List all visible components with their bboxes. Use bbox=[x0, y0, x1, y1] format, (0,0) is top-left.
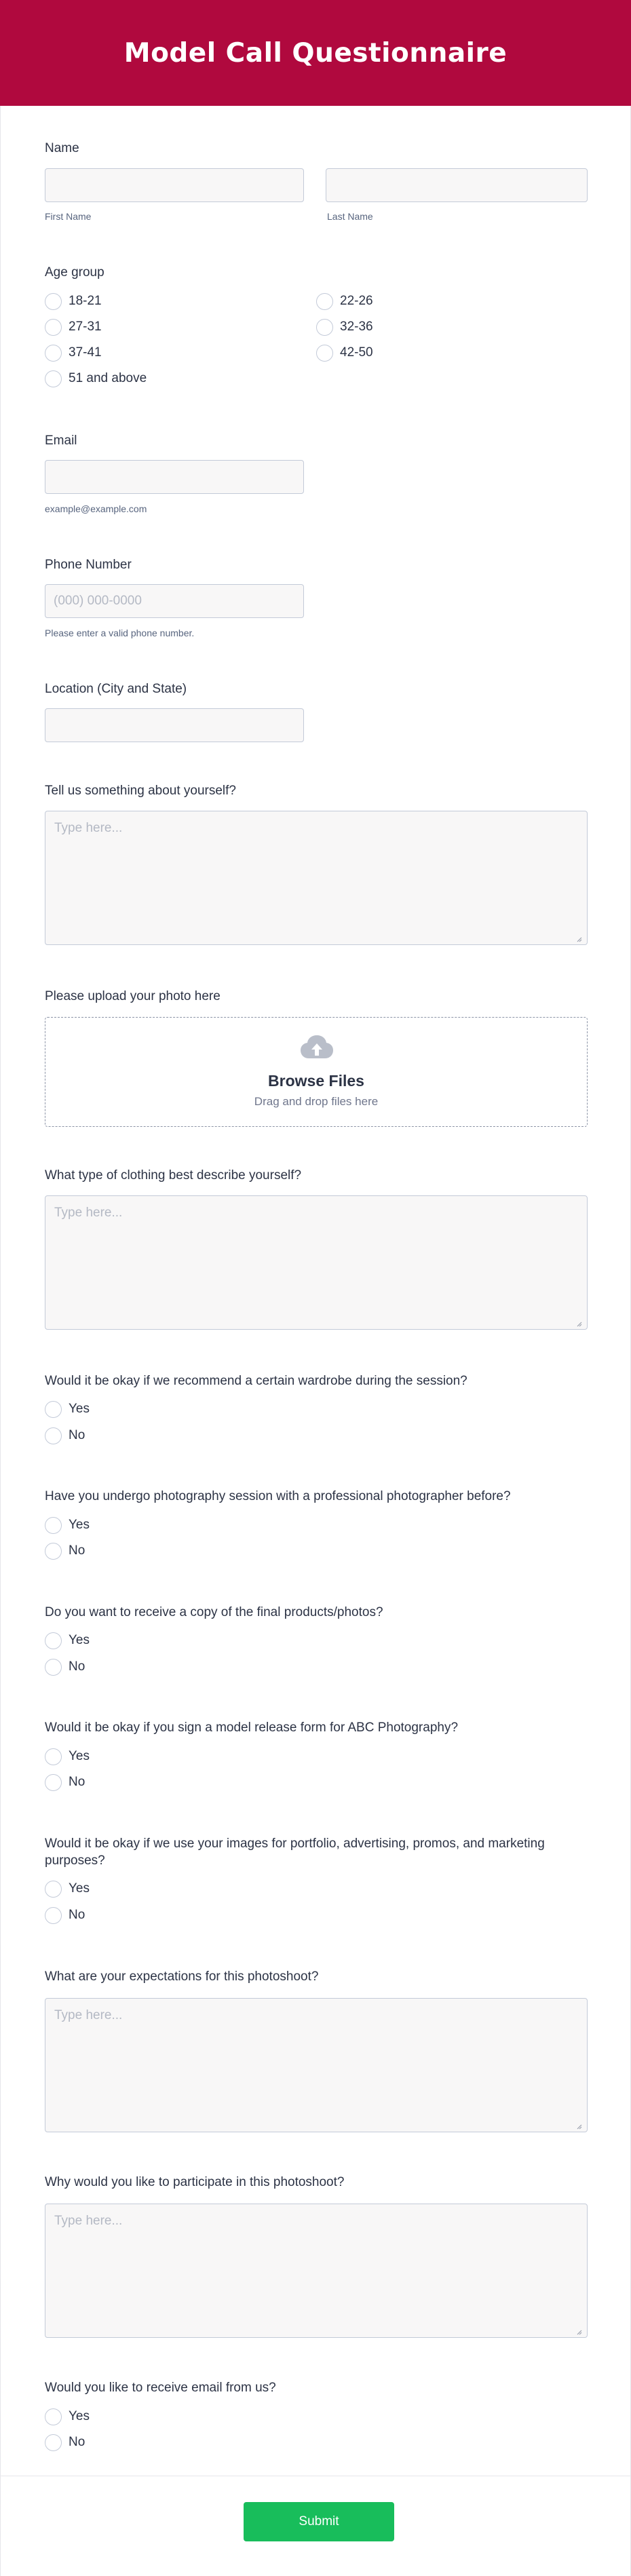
wardrobe-option-yes[interactable] bbox=[45, 1400, 90, 1418]
radio-label: Yes bbox=[69, 1402, 90, 1416]
file-upload-dropzone[interactable] bbox=[45, 1017, 588, 1127]
age-group-label: Age group bbox=[45, 265, 104, 280]
upload-label: Please upload your photo here bbox=[45, 989, 221, 1003]
clothing-textarea[interactable] bbox=[45, 1195, 588, 1330]
location-input[interactable] bbox=[45, 708, 304, 742]
email-sublabel: example@example.com bbox=[45, 503, 147, 514]
email-label: Email bbox=[45, 434, 77, 448]
radio-label: Yes bbox=[69, 2409, 90, 2423]
wardrobe-option-no[interactable] bbox=[45, 1427, 85, 1444]
radio-circle[interactable] bbox=[45, 1748, 62, 1765]
radio-label: 42-50 bbox=[340, 345, 373, 360]
radio-circle[interactable] bbox=[45, 1774, 62, 1791]
radio-circle[interactable] bbox=[45, 1427, 62, 1444]
age-option-27-31[interactable] bbox=[45, 318, 102, 336]
prior-session-label: Have you undergo photography session with a professional photographer before? bbox=[45, 1489, 511, 1503]
radio-label: 37-41 bbox=[69, 345, 102, 360]
radio-label: No bbox=[69, 1908, 85, 1922]
clothing-label: What type of clothing best describe yourself? bbox=[45, 1168, 302, 1183]
newsletter-label: Would you like to receive email from us? bbox=[45, 2381, 276, 2395]
usage-label: Would it be okay if we use your images for portfolio, advertising, promos, and marketing purposes? bbox=[45, 1837, 545, 1868]
last-name-input[interactable] bbox=[326, 168, 588, 202]
radio-circle[interactable] bbox=[45, 345, 62, 362]
name-label: Name bbox=[45, 141, 79, 155]
resize-grip-icon[interactable] bbox=[575, 936, 582, 942]
release-option-yes[interactable] bbox=[45, 1748, 90, 1765]
copy-option-no[interactable] bbox=[45, 1658, 85, 1676]
radio-label: No bbox=[69, 2435, 85, 2449]
radio-label: Yes bbox=[69, 1749, 90, 1763]
about-label: Tell us something about yourself? bbox=[45, 784, 236, 798]
prior-session-option-no[interactable] bbox=[45, 1542, 85, 1560]
radio-circle[interactable] bbox=[316, 319, 333, 336]
radio-circle[interactable] bbox=[45, 1401, 62, 1418]
why-label: Why would you like to participate in this photoshoot? bbox=[45, 2175, 345, 2189]
radio-circle[interactable] bbox=[45, 1517, 62, 1534]
expectations-textarea[interactable] bbox=[45, 1998, 588, 2132]
age-option-18-21[interactable] bbox=[45, 292, 102, 310]
radio-label: No bbox=[69, 1659, 85, 1674]
radio-label: 18-21 bbox=[69, 294, 102, 308]
phone-sublabel: Please enter a valid phone number. bbox=[45, 628, 195, 638]
usage-option-no[interactable] bbox=[45, 1906, 85, 1924]
copy-option-yes[interactable] bbox=[45, 1632, 90, 1649]
last-name-sublabel: Last Name bbox=[327, 211, 373, 222]
radio-circle[interactable] bbox=[45, 1659, 62, 1676]
resize-grip-icon[interactable] bbox=[575, 1320, 582, 1327]
radio-circle[interactable] bbox=[45, 2434, 62, 2451]
radio-circle[interactable] bbox=[45, 2408, 62, 2425]
phone-label: Phone Number bbox=[45, 558, 132, 572]
age-option-32-36[interactable] bbox=[316, 318, 373, 336]
release-label: Would it be okay if you sign a model release form for ABC Photography? bbox=[45, 1720, 459, 1735]
release-option-no[interactable] bbox=[45, 1773, 85, 1791]
first-name-input[interactable] bbox=[45, 168, 304, 202]
submit-button[interactable]: Submit bbox=[244, 2502, 394, 2541]
radio-circle[interactable] bbox=[45, 293, 62, 310]
age-option-22-26[interactable] bbox=[316, 292, 373, 310]
form-header bbox=[0, 0, 631, 106]
radio-label: Yes bbox=[69, 1881, 90, 1896]
radio-circle[interactable] bbox=[45, 1881, 62, 1898]
radio-circle[interactable] bbox=[316, 345, 333, 362]
prior-session-option-yes[interactable] bbox=[45, 1516, 90, 1534]
wardrobe-label: Would it be okay if we recommend a certain wardrobe during the session? bbox=[45, 1374, 467, 1388]
drag-drop-hint: Drag and drop files here bbox=[254, 1095, 379, 1108]
email-input[interactable] bbox=[45, 460, 304, 494]
radio-circle[interactable] bbox=[316, 293, 333, 310]
age-option-42-50[interactable] bbox=[316, 344, 373, 362]
cloud-upload-icon bbox=[299, 1034, 334, 1061]
about-textarea[interactable] bbox=[45, 811, 588, 945]
resize-grip-icon[interactable] bbox=[575, 2328, 582, 2335]
newsletter-option-yes[interactable] bbox=[45, 2408, 90, 2425]
first-name-sublabel: First Name bbox=[45, 211, 92, 222]
newsletter-option-no[interactable] bbox=[45, 2434, 85, 2451]
radio-label: 27-31 bbox=[69, 320, 102, 334]
location-label: Location (City and State) bbox=[45, 682, 187, 696]
age-option-51-above[interactable] bbox=[45, 370, 147, 387]
radio-label: 22-26 bbox=[340, 294, 373, 308]
browse-files-text[interactable]: Browse Files bbox=[268, 1072, 364, 1090]
phone-input[interactable] bbox=[45, 584, 304, 618]
radio-circle[interactable] bbox=[45, 1907, 62, 1924]
radio-label: No bbox=[69, 1543, 85, 1558]
radio-label: Yes bbox=[69, 1633, 90, 1647]
radio-label: No bbox=[69, 1775, 85, 1789]
usage-option-yes[interactable] bbox=[45, 1880, 90, 1898]
radio-circle[interactable] bbox=[45, 319, 62, 336]
radio-label: 51 and above bbox=[69, 371, 147, 385]
form-title: Model Call Questionnaire bbox=[123, 37, 508, 69]
radio-label: No bbox=[69, 1428, 85, 1442]
radio-label: Yes bbox=[69, 1518, 90, 1532]
resize-grip-icon[interactable] bbox=[575, 2123, 582, 2130]
age-option-37-41[interactable] bbox=[45, 344, 102, 362]
why-textarea[interactable] bbox=[45, 2204, 588, 2338]
copy-label: Do you want to receive a copy of the final products/photos? bbox=[45, 1605, 383, 1619]
radio-label: 32-36 bbox=[340, 320, 373, 334]
radio-circle[interactable] bbox=[45, 1632, 62, 1649]
radio-circle[interactable] bbox=[45, 370, 62, 387]
expectations-label: What are your expectations for this photoshoot? bbox=[45, 1969, 319, 1984]
radio-circle[interactable] bbox=[45, 1543, 62, 1560]
